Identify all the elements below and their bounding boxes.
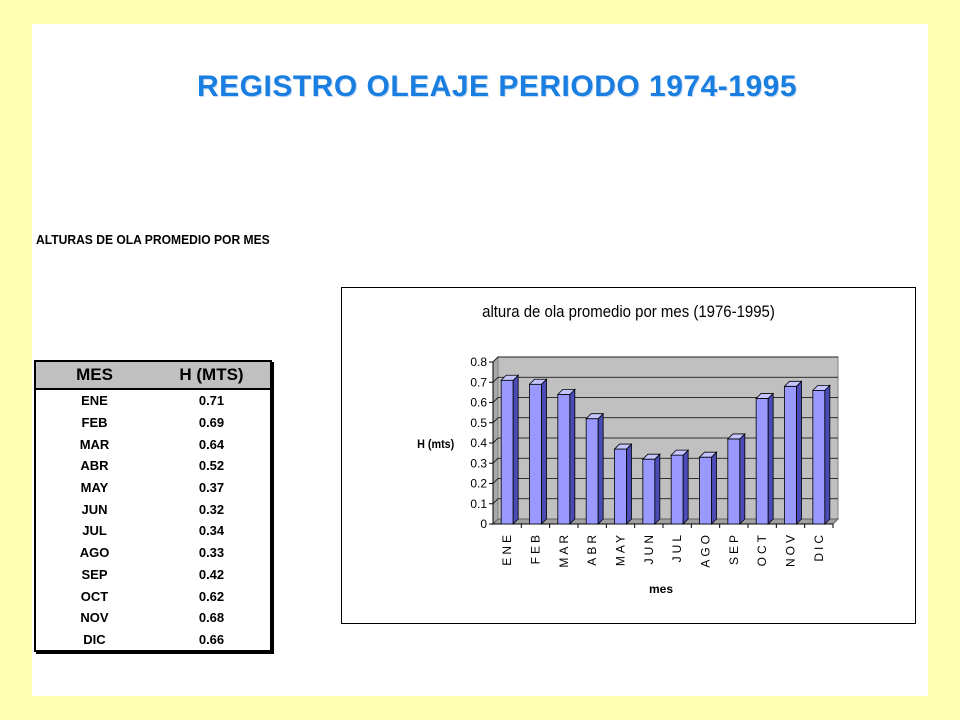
month-cell: JUL [82,523,107,539]
bar-side [627,444,632,524]
height-cell: 0.66 [198,631,225,647]
y-tick-label: 0.6 [470,395,487,410]
bar [530,384,542,524]
x-tick-label: FEB [528,532,543,565]
table-row [35,542,271,564]
height-cell: 0.69 [198,415,225,431]
table-row [35,498,271,520]
height-cell: 0.34 [198,523,225,539]
y-tick-label: 0.3 [470,456,487,471]
month-cell: FEB [81,415,108,431]
x-tick-label: MAY [613,532,628,567]
bar-side [712,452,717,524]
bar [756,398,768,524]
table-header-row [35,361,271,389]
y-tick-label: 0.8 [470,355,487,369]
bar [501,380,513,524]
y-tick-label: 0.5 [470,415,487,430]
bar-side [655,454,660,524]
height-cell: 0.33 [198,545,225,561]
bar-side [570,389,575,524]
month-cell: ABR [80,458,109,474]
height-cell: 0.71 [198,393,225,409]
bar-side [542,379,547,524]
y-tick-label: 0.2 [470,476,487,491]
bar-side [740,434,745,524]
section-label: ALTURAS DE OLA PROMEDIO POR MES [36,232,270,247]
table-row [35,607,271,629]
bar [700,457,712,524]
bar [615,449,627,524]
bar [813,390,825,524]
table-row [35,629,271,652]
bar [671,455,683,524]
chart-container [341,287,916,624]
x-tick-label: SEP [726,532,741,566]
chart-title: altura de ola promedio por mes (1976-1995) [482,302,775,321]
x-tick-label: DIC [811,532,826,562]
bar [558,394,570,524]
column-header-mes: MES [35,361,153,389]
height-cell: 0.37 [198,480,225,496]
slide [32,24,928,696]
height-cell: 0.42 [198,566,225,582]
page-title: REGISTRO OLEAJE PERIODO 1974-1995 [196,70,798,103]
table-row [35,477,271,499]
month-cell: NOV [80,610,109,626]
bar-side [825,385,830,524]
month-cell: JUN [81,501,108,517]
month-cell: DIC [83,631,106,647]
bar [785,386,797,524]
y-axis-label: H (mts) [417,437,455,451]
month-cell: MAY [80,480,109,496]
bar-side [683,450,688,524]
bar-chart [342,288,915,623]
x-tick-label: JUL [670,532,685,563]
height-cell: 0.52 [198,458,225,474]
height-cell: 0.64 [198,436,225,452]
x-tick-label: JUN [641,532,656,565]
bar-side [513,375,518,524]
bar [586,419,598,524]
table-row [35,455,271,477]
table-row [35,389,271,412]
table-row [35,564,271,586]
month-cell: SEP [81,566,108,582]
month-cell: ENE [81,393,108,409]
bar [728,439,740,524]
bar [643,459,655,524]
x-tick-label: ABR [585,532,600,566]
bar-side [797,381,802,524]
height-cell: 0.68 [198,610,225,626]
table-row [35,585,271,607]
y-tick-label: 0.7 [470,375,487,390]
x-tick-label: NOV [783,532,798,568]
height-cell: 0.62 [198,588,225,604]
month-cell: AGO [79,545,110,561]
height-cell: 0.32 [198,501,225,517]
x-axis-label: mes [649,582,674,596]
y-tick-label: 0.4 [470,436,487,450]
month-cell: OCT [80,588,109,604]
column-header-h: H (MTS) [153,361,271,389]
bar-side [768,393,773,524]
y-tick-label: 0 [480,517,487,531]
table-row [35,433,271,455]
month-cell: MAR [79,436,110,452]
x-tick-label: MAR [556,532,571,568]
y-tick-label: 0.1 [470,496,487,511]
x-tick-label: AGO [698,532,713,568]
table-row [35,412,271,434]
table-row [35,520,271,542]
bar-side [598,414,603,524]
data-table [34,360,272,652]
x-tick-label: ENE [500,532,515,566]
x-tick-label: OCT [755,532,770,567]
